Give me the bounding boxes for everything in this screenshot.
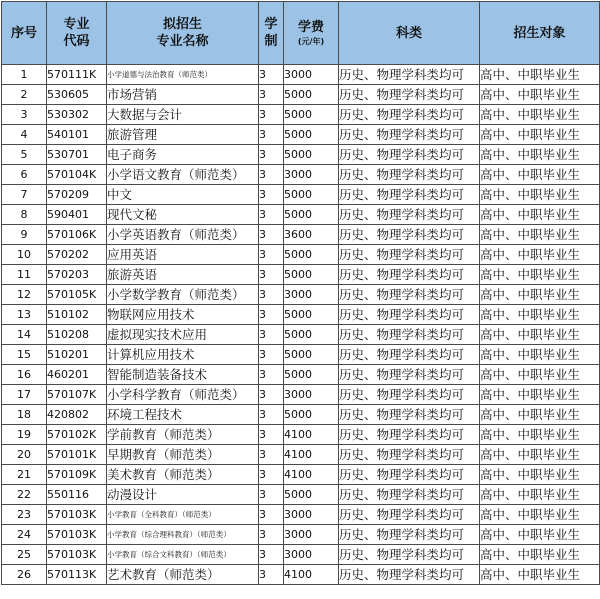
major-code-cell: 570101K (47, 445, 107, 465)
subject-category-cell: 历史、物理学科类均可 (339, 465, 480, 485)
table-row (2, 365, 600, 385)
enrollment-target-cell: 高中、中职毕业生 (480, 125, 600, 145)
table-row (2, 305, 600, 325)
enrollment-target-cell: 高中、中职毕业生 (480, 425, 600, 445)
major-name-cell: 电子商务 (107, 145, 259, 165)
major-name-cell: 小学科学教育（师范类） (107, 385, 259, 405)
row-number-cell: 20 (2, 445, 47, 465)
subject-category-cell: 历史、物理学科类均可 (339, 425, 480, 445)
row-number-cell: 26 (2, 565, 47, 585)
major-name-cell: 中文 (107, 185, 259, 205)
row-number-cell: 1 (2, 65, 47, 85)
tuition-fee-cell: 5000 (284, 325, 339, 345)
major-code-cell: 530605 (47, 85, 107, 105)
subject-category-cell: 历史、物理学科类均可 (339, 85, 480, 105)
major-name-cell: 物联网应用技术 (107, 305, 259, 325)
major-code-cell: 570209 (47, 185, 107, 205)
study-years-cell: 3 (259, 165, 284, 185)
enrollment-target-cell: 高中、中职毕业生 (480, 525, 600, 545)
table-row (2, 105, 600, 125)
tuition-fee-cell: 3000 (284, 545, 339, 565)
major-name-cell: 小学教育（全科教育）（师范类） (107, 505, 259, 525)
major-code-cell: 570203 (47, 265, 107, 285)
subject-category-cell: 历史、物理学科类均可 (339, 285, 480, 305)
enrollment-target-cell: 高中、中职毕业生 (480, 185, 600, 205)
header-target: 招生对象 (480, 2, 600, 65)
study-years-cell: 3 (259, 405, 284, 425)
header-subject: 科类 (339, 2, 480, 65)
enrollment-target-cell: 高中、中职毕业生 (480, 65, 600, 85)
study-years-cell: 3 (259, 505, 284, 525)
row-number-cell: 9 (2, 225, 47, 245)
major-name-cell: 环境工程技术 (107, 405, 259, 425)
header-years: 学 制 (259, 2, 284, 65)
table-row (2, 285, 600, 305)
major-code-cell: 570111K (47, 65, 107, 85)
tuition-fee-cell: 4100 (284, 465, 339, 485)
table-row (2, 205, 600, 225)
major-name-cell: 美术教育（师范类） (107, 465, 259, 485)
major-code-cell: 570103K (47, 525, 107, 545)
row-number-cell: 6 (2, 165, 47, 185)
subject-category-cell: 历史、物理学科类均可 (339, 565, 480, 585)
table-row (2, 345, 600, 365)
row-number-cell: 17 (2, 385, 47, 405)
subject-category-cell: 历史、物理学科类均可 (339, 325, 480, 345)
tuition-fee-cell: 5000 (284, 205, 339, 225)
tuition-fee-cell: 3000 (284, 385, 339, 405)
enrollment-target-cell: 高中、中职毕业生 (480, 85, 600, 105)
row-number-cell: 5 (2, 145, 47, 165)
subject-category-cell: 历史、物理学科类均可 (339, 225, 480, 245)
enrollment-target-cell: 高中、中职毕业生 (480, 265, 600, 285)
study-years-cell: 3 (259, 145, 284, 165)
row-number-cell: 2 (2, 85, 47, 105)
enrollment-target-cell: 高中、中职毕业生 (480, 245, 600, 265)
major-code-cell: 510102 (47, 305, 107, 325)
table-row (2, 125, 600, 145)
table-row (2, 225, 600, 245)
row-number-cell: 4 (2, 125, 47, 145)
table-row (2, 145, 600, 165)
study-years-cell: 3 (259, 65, 284, 85)
tuition-fee-cell: 5000 (284, 365, 339, 385)
header-code: 专业 代码 (47, 2, 107, 65)
table-row (2, 245, 600, 265)
subject-category-cell: 历史、物理学科类均可 (339, 185, 480, 205)
subject-category-cell: 历史、物理学科类均可 (339, 65, 480, 85)
major-code-cell: 570104K (47, 165, 107, 185)
tuition-fee-cell: 5000 (284, 265, 339, 285)
study-years-cell: 3 (259, 245, 284, 265)
major-name-cell: 小学数学教育（师范类） (107, 285, 259, 305)
major-code-cell: 510201 (47, 345, 107, 365)
table-row (2, 425, 600, 445)
tuition-fee-cell: 5000 (284, 185, 339, 205)
study-years-cell: 3 (259, 445, 284, 465)
study-years-cell: 3 (259, 85, 284, 105)
enrollment-target-cell: 高中、中职毕业生 (480, 145, 600, 165)
enrollment-target-cell: 高中、中职毕业生 (480, 465, 600, 485)
header-no: 序号 (2, 2, 47, 65)
major-name-cell: 艺术教育（师范类） (107, 565, 259, 585)
study-years-cell: 3 (259, 265, 284, 285)
study-years-cell: 3 (259, 105, 284, 125)
row-number-cell: 11 (2, 265, 47, 285)
tuition-fee-cell: 5000 (284, 245, 339, 265)
enrollment-table (1, 1, 600, 585)
major-code-cell: 570105K (47, 285, 107, 305)
tuition-fee-cell: 5000 (284, 85, 339, 105)
table-row (2, 185, 600, 205)
table-row (2, 85, 600, 105)
subject-category-cell: 历史、物理学科类均可 (339, 545, 480, 565)
enrollment-target-cell: 高中、中职毕业生 (480, 225, 600, 245)
major-code-cell: 550116 (47, 485, 107, 505)
enrollment-target-cell: 高中、中职毕业生 (480, 325, 600, 345)
table-body (2, 65, 600, 585)
row-number-cell: 22 (2, 485, 47, 505)
tuition-fee-cell: 4100 (284, 565, 339, 585)
major-name-cell: 小学教育（综合理科教育）（师范类） (107, 525, 259, 545)
major-code-cell: 570102K (47, 425, 107, 445)
study-years-cell: 3 (259, 345, 284, 365)
row-number-cell: 8 (2, 205, 47, 225)
row-number-cell: 23 (2, 505, 47, 525)
study-years-cell: 3 (259, 545, 284, 565)
tuition-fee-cell: 3000 (284, 165, 339, 185)
major-code-cell: 590401 (47, 205, 107, 225)
row-number-cell: 13 (2, 305, 47, 325)
major-name-cell: 旅游英语 (107, 265, 259, 285)
major-name-cell: 动漫设计 (107, 485, 259, 505)
row-number-cell: 16 (2, 365, 47, 385)
study-years-cell: 3 (259, 525, 284, 545)
enrollment-target-cell: 高中、中职毕业生 (480, 505, 600, 525)
major-code-cell: 570103K (47, 545, 107, 565)
major-name-cell: 虚拟现实技术应用 (107, 325, 259, 345)
row-number-cell: 24 (2, 525, 47, 545)
enrollment-target-cell: 高中、中职毕业生 (480, 445, 600, 465)
subject-category-cell: 历史、物理学科类均可 (339, 105, 480, 125)
subject-category-cell: 历史、物理学科类均可 (339, 165, 480, 185)
subject-category-cell: 历史、物理学科类均可 (339, 505, 480, 525)
table-header (2, 2, 600, 65)
major-code-cell: 530302 (47, 105, 107, 125)
enrollment-target-cell: 高中、中职毕业生 (480, 405, 600, 425)
subject-category-cell: 历史、物理学科类均可 (339, 485, 480, 505)
table-row (2, 65, 600, 85)
subject-category-cell: 历史、物理学科类均可 (339, 145, 480, 165)
subject-category-cell: 历史、物理学科类均可 (339, 125, 480, 145)
tuition-fee-cell: 3600 (284, 225, 339, 245)
major-code-cell: 540101 (47, 125, 107, 145)
tuition-fee-cell: 3000 (284, 505, 339, 525)
major-code-cell: 570113K (47, 565, 107, 585)
table-row (2, 565, 600, 585)
major-code-cell: 530701 (47, 145, 107, 165)
enrollment-target-cell: 高中、中职毕业生 (480, 485, 600, 505)
tuition-fee-cell: 3000 (284, 65, 339, 85)
row-number-cell: 19 (2, 425, 47, 445)
subject-category-cell: 历史、物理学科类均可 (339, 365, 480, 385)
enrollment-target-cell: 高中、中职毕业生 (480, 565, 600, 585)
major-name-cell: 现代文秘 (107, 205, 259, 225)
study-years-cell: 3 (259, 185, 284, 205)
major-name-cell: 计算机应用技术 (107, 345, 259, 365)
subject-category-cell: 历史、物理学科类均可 (339, 385, 480, 405)
tuition-fee-cell: 3000 (284, 525, 339, 545)
table-row (2, 405, 600, 425)
tuition-fee-cell: 5000 (284, 105, 339, 125)
major-code-cell: 510208 (47, 325, 107, 345)
major-name-cell: 智能制造装备技术 (107, 365, 259, 385)
tuition-fee-cell: 4100 (284, 445, 339, 465)
study-years-cell: 3 (259, 305, 284, 325)
subject-category-cell: 历史、物理学科类均可 (339, 345, 480, 365)
table-row (2, 525, 600, 545)
study-years-cell: 3 (259, 385, 284, 405)
major-name-cell: 小学英语教育（师范类） (107, 225, 259, 245)
major-code-cell: 570109K (47, 465, 107, 485)
tuition-fee-cell: 5000 (284, 485, 339, 505)
table-row (2, 325, 600, 345)
enrollment-target-cell: 高中、中职毕业生 (480, 365, 600, 385)
row-number-cell: 18 (2, 405, 47, 425)
tuition-fee-cell: 4100 (284, 425, 339, 445)
major-name-cell: 市场营销 (107, 85, 259, 105)
subject-category-cell: 历史、物理学科类均可 (339, 405, 480, 425)
major-code-cell: 420802 (47, 405, 107, 425)
major-code-cell: 570103K (47, 505, 107, 525)
study-years-cell: 3 (259, 485, 284, 505)
study-years-cell: 3 (259, 225, 284, 245)
major-name-cell: 小学语文教育（师范类） (107, 165, 259, 185)
row-number-cell: 10 (2, 245, 47, 265)
major-name-cell: 学前教育（师范类） (107, 425, 259, 445)
table-row (2, 165, 600, 185)
enrollment-target-cell: 高中、中职毕业生 (480, 105, 600, 125)
enrollment-target-cell: 高中、中职毕业生 (480, 545, 600, 565)
major-name-cell: 小学道德与法治教育（师范类） (107, 65, 259, 85)
enrollment-target-cell: 高中、中职毕业生 (480, 305, 600, 325)
table-row (2, 385, 600, 405)
major-name-cell: 应用英语 (107, 245, 259, 265)
major-code-cell: 570107K (47, 385, 107, 405)
tuition-fee-cell: 5000 (284, 145, 339, 165)
table-row (2, 485, 600, 505)
row-number-cell: 7 (2, 185, 47, 205)
subject-category-cell: 历史、物理学科类均可 (339, 265, 480, 285)
row-number-cell: 15 (2, 345, 47, 365)
major-name-cell: 早期教育（师范类） (107, 445, 259, 465)
major-name-cell: 大数据与会计 (107, 105, 259, 125)
header-fee: 学费 (元/年) (284, 2, 339, 65)
major-code-cell: 460201 (47, 365, 107, 385)
study-years-cell: 3 (259, 425, 284, 445)
tuition-fee-cell: 5000 (284, 405, 339, 425)
subject-category-cell: 历史、物理学科类均可 (339, 305, 480, 325)
enrollment-target-cell: 高中、中职毕业生 (480, 165, 600, 185)
row-number-cell: 12 (2, 285, 47, 305)
table-row (2, 265, 600, 285)
tuition-fee-cell: 3000 (284, 285, 339, 305)
study-years-cell: 3 (259, 465, 284, 485)
tuition-fee-cell: 5000 (284, 125, 339, 145)
major-name-cell: 小学教育（综合文科教育）（师范类） (107, 545, 259, 565)
study-years-cell: 3 (259, 325, 284, 345)
study-years-cell: 3 (259, 365, 284, 385)
row-number-cell: 3 (2, 105, 47, 125)
table-row (2, 465, 600, 485)
enrollment-target-cell: 高中、中职毕业生 (480, 385, 600, 405)
study-years-cell: 3 (259, 205, 284, 225)
major-name-cell: 旅游管理 (107, 125, 259, 145)
table-row (2, 445, 600, 465)
enrollment-target-cell: 高中、中职毕业生 (480, 205, 600, 225)
enrollment-target-cell: 高中、中职毕业生 (480, 345, 600, 365)
subject-category-cell: 历史、物理学科类均可 (339, 205, 480, 225)
study-years-cell: 3 (259, 125, 284, 145)
subject-category-cell: 历史、物理学科类均可 (339, 245, 480, 265)
row-number-cell: 14 (2, 325, 47, 345)
row-number-cell: 21 (2, 465, 47, 485)
tuition-fee-cell: 5000 (284, 305, 339, 325)
table-row (2, 545, 600, 565)
major-code-cell: 570202 (47, 245, 107, 265)
subject-category-cell: 历史、物理学科类均可 (339, 445, 480, 465)
study-years-cell: 3 (259, 285, 284, 305)
study-years-cell: 3 (259, 565, 284, 585)
major-code-cell: 570106K (47, 225, 107, 245)
header-major-name: 拟招生 专业名称 (107, 2, 259, 65)
subject-category-cell: 历史、物理学科类均可 (339, 525, 480, 545)
table-row (2, 505, 600, 525)
enrollment-target-cell: 高中、中职毕业生 (480, 285, 600, 305)
row-number-cell: 25 (2, 545, 47, 565)
tuition-fee-cell: 5000 (284, 345, 339, 365)
